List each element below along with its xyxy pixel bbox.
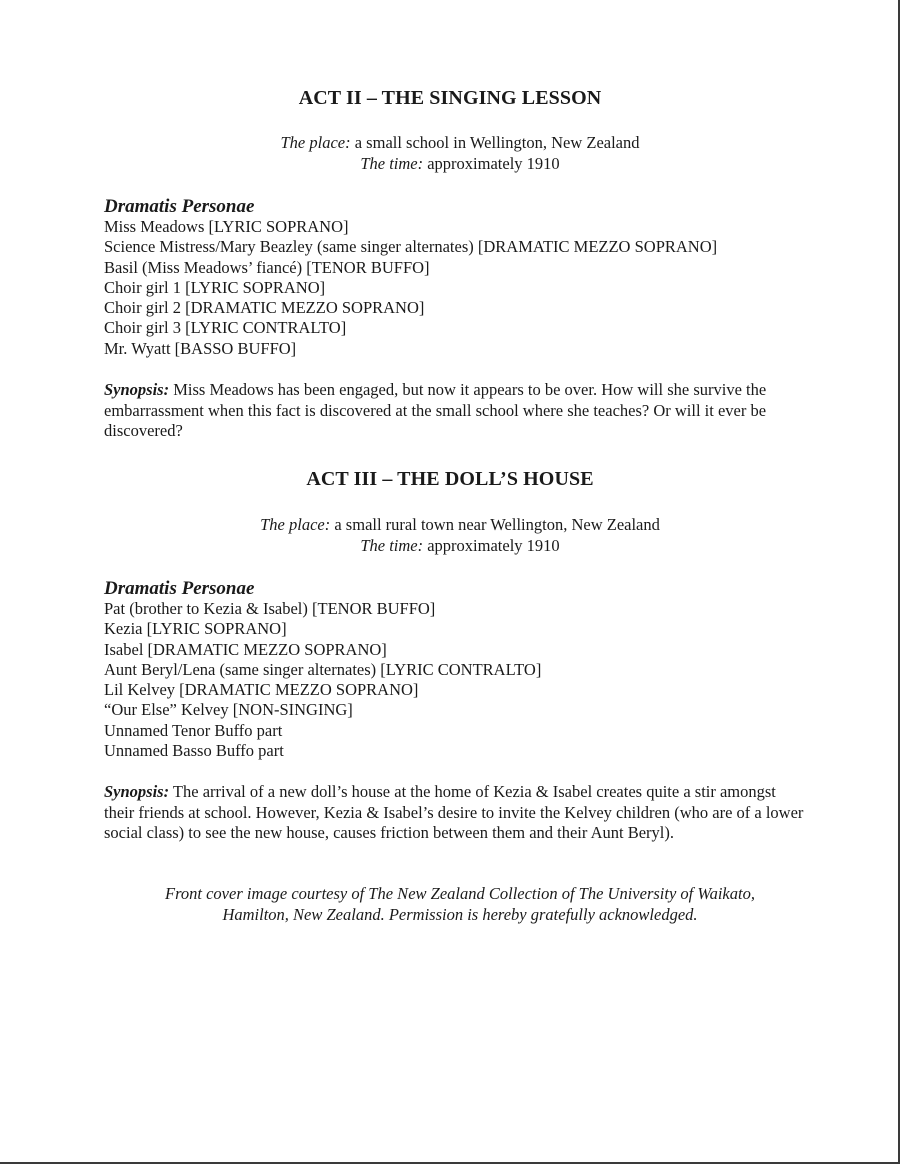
- act2-place-label: The place:: [280, 133, 351, 152]
- cast-item: Mr. Wyatt [BASSO BUFFO]: [104, 338, 297, 358]
- act3-place-line: [0, 514, 900, 535]
- cast-item: “Our Else” Kelvey [NON-SINGING]: [104, 700, 353, 720]
- act2-synopsis: [104, 380, 809, 442]
- cast-item: Unnamed Tenor Buffo part: [104, 720, 283, 740]
- cast-item: Choir girl 2 [DRAMATIC MEZZO SOPRANO]: [104, 298, 425, 318]
- act2-time-value: approximately 1910: [423, 154, 560, 173]
- act2-place-value: a small school in Wellington, New Zealand: [350, 133, 640, 152]
- act2-title: ACT II – THE SINGING LESSON: [298, 87, 602, 109]
- act3-synopsis-label: Synopsis:: [104, 782, 170, 801]
- act3-time-label: The time:: [360, 536, 424, 555]
- cover-image-credit: [0, 883, 900, 925]
- act2-synopsis-text: Miss Meadows has been engaged, but now it appears to be over. How will she survive the embarrassment when this fact is discovered at the small school where she teaches? Or will it ever be discovered?: [104, 380, 767, 440]
- act2-time-line: [0, 153, 900, 174]
- act3-dramatis-personae: [104, 578, 809, 761]
- cast-item: Isabel [DRAMATIC MEZZO SOPRANO]: [104, 639, 387, 659]
- cast-item: Lil Kelvey [DRAMATIC MEZZO SOPRANO]: [104, 680, 419, 700]
- credit-line-1: Front cover image courtesy of The New Zealand Collection of The University of Waikato,: [165, 884, 755, 903]
- act2-synopsis-label: Synopsis:: [104, 380, 170, 399]
- act3-synopsis-text: The arrival of a new doll’s house at the home of Kezia & Isabel creates quite a stir amongst their friends at school. However, Kezia & Isabel’s desire to invite the Kelvey children (who are of a lower social class) to see the new house, causes friction between them and their Aunt Beryl).: [104, 782, 804, 842]
- act3-time-value: approximately 1910: [423, 536, 560, 555]
- act2-time-label: The time:: [360, 154, 424, 173]
- cast-item: Science Mistress/Mary Beazley (same singer alternates) [DRAMATIC MEZZO SOPRANO]: [104, 237, 718, 257]
- act3-synopsis: [104, 782, 809, 844]
- act3-place-label: The place:: [260, 515, 331, 534]
- credit-line-2: Hamilton, New Zealand. Permission is hereby gratefully acknowledged.: [222, 905, 698, 924]
- cast-item: Choir girl 3 [LYRIC CONTRALTO]: [104, 318, 347, 338]
- act2-synopsis-paragraph: [104, 380, 809, 442]
- act2-place-line: [0, 132, 900, 153]
- cast-item: Miss Meadows [LYRIC SOPRANO]: [104, 217, 349, 236]
- act3-synopsis-paragraph: [104, 782, 809, 844]
- act3-title: ACT III – THE DOLL’S HOUSE: [306, 468, 594, 490]
- act2-dp-heading: Dramatis Personae: [104, 196, 255, 217]
- cast-item: Kezia [LYRIC SOPRANO]: [104, 619, 287, 639]
- act2-cast-list: [104, 217, 809, 359]
- cast-item: Unnamed Basso Buffo part: [104, 741, 284, 761]
- act3-cast-list: [104, 599, 809, 761]
- cast-item: Choir girl 1 [LYRIC SOPRANO]: [104, 277, 326, 297]
- cast-item: Pat (brother to Kezia & Isabel) [TENOR BUFFO]: [104, 599, 436, 618]
- act3-dp-heading: Dramatis Personae: [104, 578, 255, 599]
- act2-dramatis-personae: [104, 196, 809, 359]
- act2-setting: [0, 132, 900, 174]
- act3-time-line: [0, 535, 900, 556]
- cast-item: Basil (Miss Meadows’ fiancé) [TENOR BUFFO]: [104, 257, 430, 277]
- act3-place-value: a small rural town near Wellington, New Zealand: [330, 515, 660, 534]
- act3-setting: [0, 514, 900, 556]
- cast-item: Aunt Beryl/Lena (same singer alternates) [LYRIC CONTRALTO]: [104, 659, 542, 679]
